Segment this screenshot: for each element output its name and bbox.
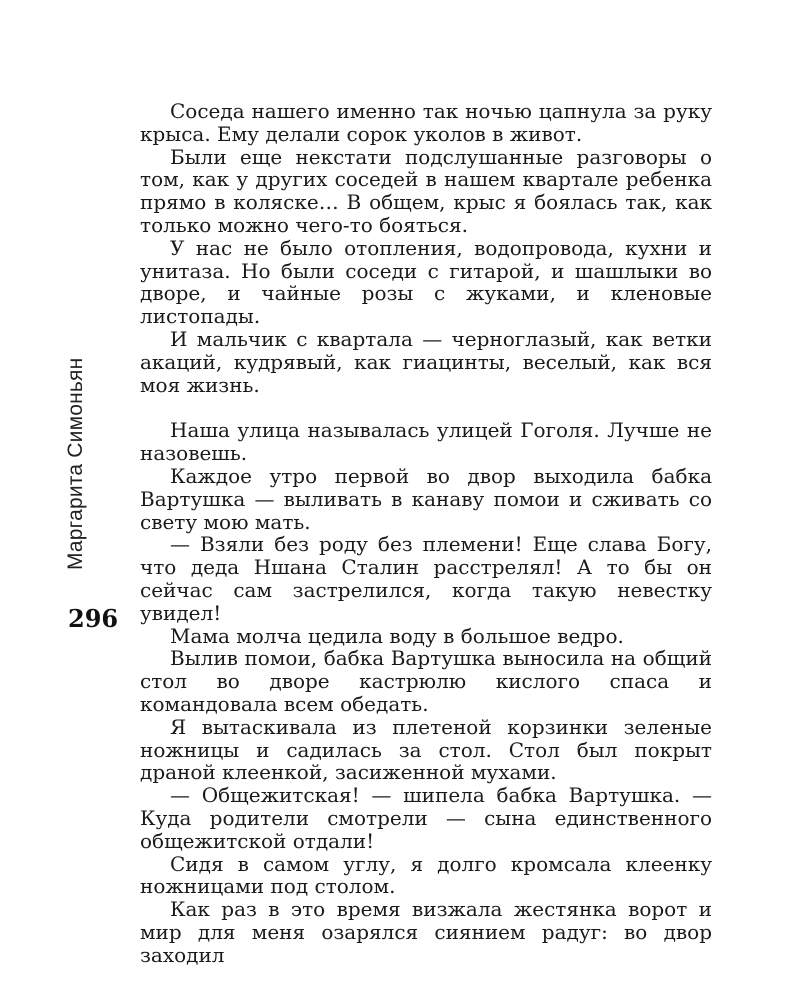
paragraph: И мальчик с квартала — черноглазый, как ветки акаций, кудрявый, как гиацинты, веселый, как вся моя жизнь. [140,326,712,397]
paragraph: — Общежитская! — шипела бабка Вартушка. — Куда родители смотрели — сына единственного общежитской отдали! [140,783,712,853]
section-break [140,396,712,419]
paragraph: Как раз в это время визжала жестянка ворот и мир для меня озарялся сиянием радуг: во двор заходил [140,897,712,967]
paragraph: Мама молча цедила воду в большое ведро. [170,623,624,648]
paragraph: Я вытаскивала из плетеной корзинки зеленые ножницы и садилась за стол. Стол был покрыт драной клеенкой, засиженной мухами. [140,714,712,785]
paragraph: Сидя в самом углу, я долго кромсала клеенку ножницами под столом. [140,851,712,899]
paragraph: Наша улица называлась улицей Гоголя. Лучше не назовешь. [140,418,712,466]
paragraph: Были еще некстати подслушанные разговоры о том, как у других соседей в нашем квартале ребенка прямо в коляске… В общем, крыс я боялась так, как только можно чего-то бояться. [140,144,712,237]
paragraph: — Взяли без роду без племени! Еще слава Богу, что деда Ншана Сталин расстрелял! А то бы он сейчас сам застрелился, когда такую невестку увидел! [140,532,712,625]
paragraph: Каждое утро первой во двор выходила бабка Вартушка — выливать в канаву помои и сживать со свету мою мать. [140,463,712,534]
paragraph: Соседа нашего именно так ночью цапнула за руку крыса. Ему делали сорок уколов в живот. [140,99,712,146]
running-head-author: Маргарита Симоньян [64,357,87,570]
body-text [140,100,712,966]
page-number: 296 [68,604,119,633]
paragraph: Вылив помои, бабка Вартушка выносила на общий стол во дворе кастрюлю кислого спаса и командовала всем обедать. [140,646,712,716]
paragraph: У нас не было отопления, водопровода, кухни и унитаза. Но были соседи с гитарой, и шашлыки во дворе, и чайные розы с жуками, и кленовые листопады. [140,235,712,329]
